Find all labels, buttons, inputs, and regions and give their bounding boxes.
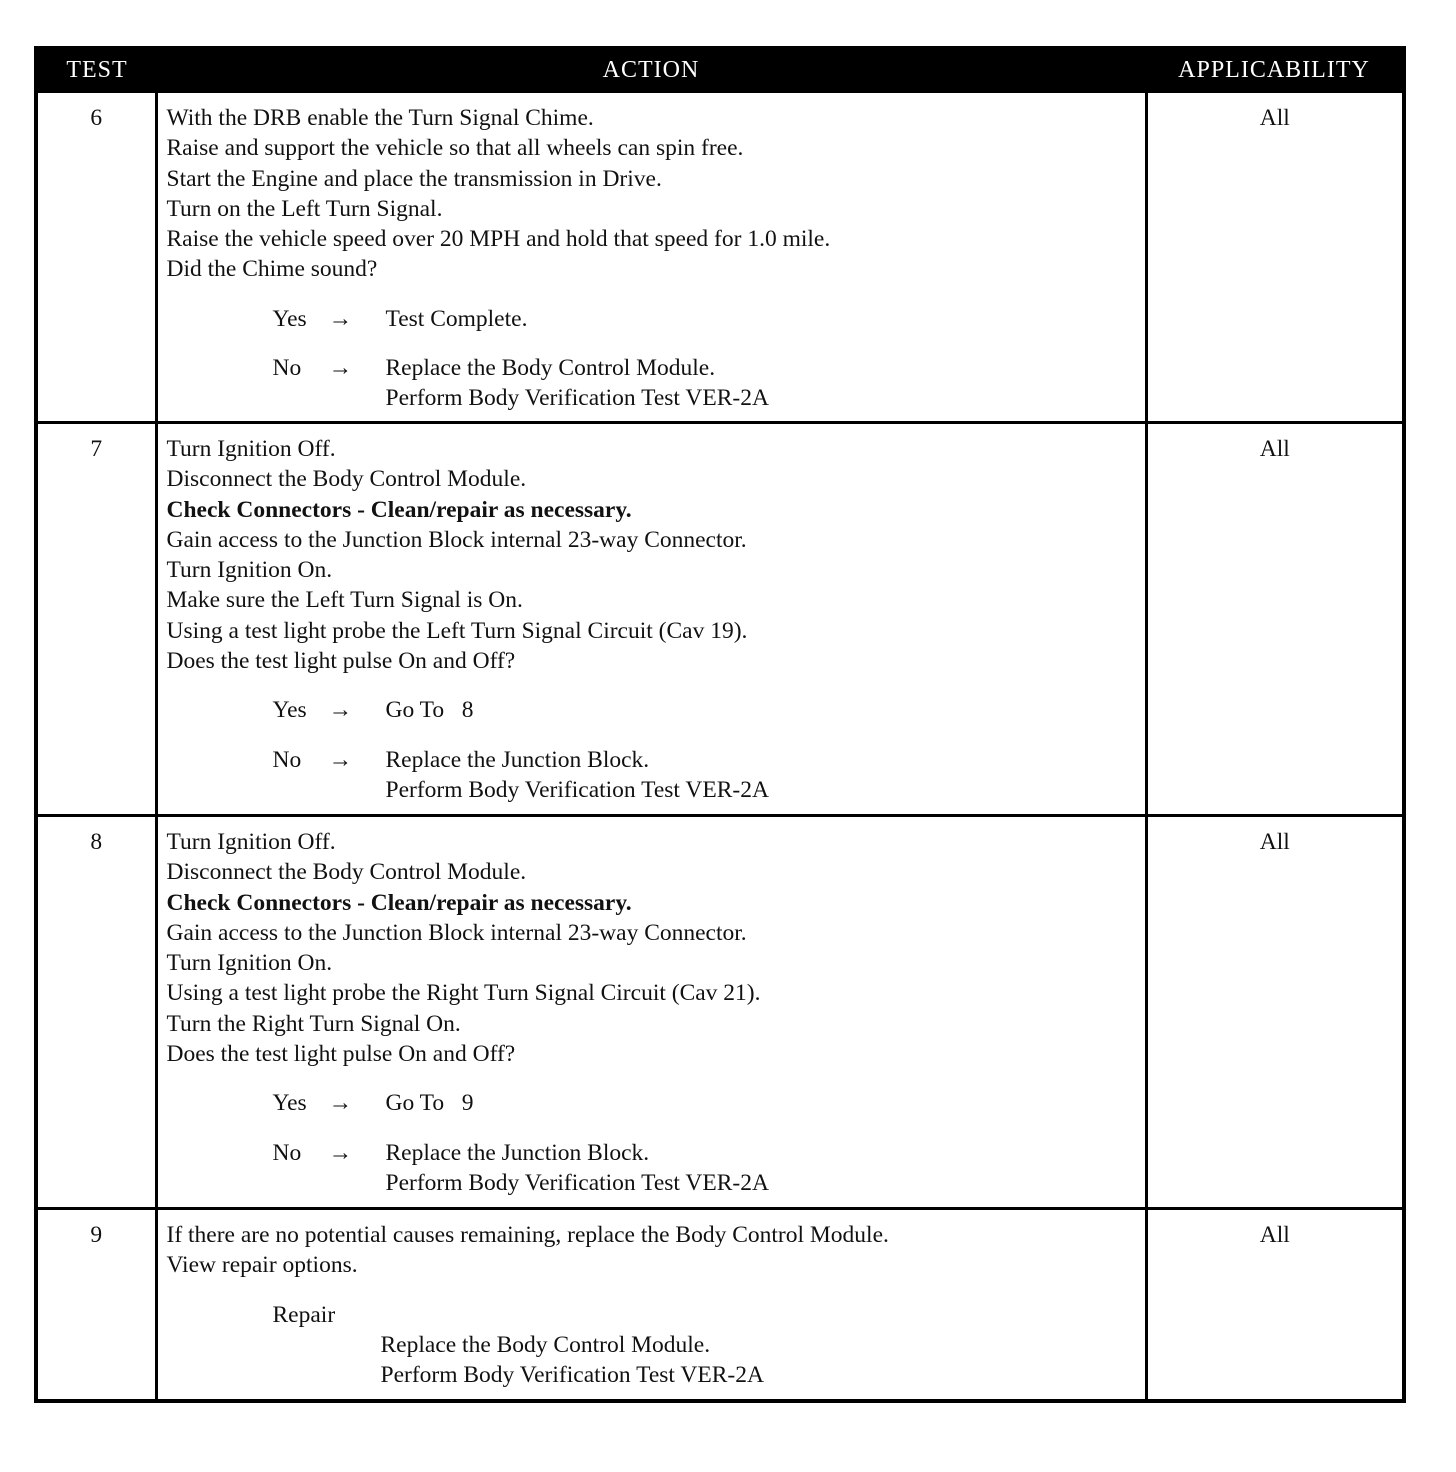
no-branch [273,353,1137,414]
yes-result: Test Complete. [385,305,528,332]
action-line: Disconnect the Body Control Module. [166,466,527,493]
applicability-value: All [1146,423,1404,816]
test-number: 7 [36,423,156,816]
action-line: Raise and support the vehicle so that all wheels can spin free. [166,135,744,162]
yes-label: Yes [272,697,307,724]
arrow-right-icon: → [328,697,352,724]
action-line-emphasis: Check Connectors - Clean/repair as necessary. [166,496,632,523]
test-row-8 [36,816,1404,1209]
applicability-value: All [1146,816,1404,1209]
repair-line: Perform Body Verification Test VER-2A [380,1362,764,1389]
test-row-6 [36,92,1404,423]
applicability-value: All [1146,92,1404,423]
action-line: Gain access to the Junction Block internal 23-way Connector. [166,526,747,553]
arrow-right-icon: → [328,305,352,332]
action-line: Does the test light pulse On and Off? [166,648,516,675]
diagnostic-test-table [34,46,1406,1403]
header-applicability: APPLICABILITY [1146,48,1404,92]
no-result: Replace the Body Control Module. [385,355,716,382]
action-line: Gain access to the Junction Block internal 23-way Connector. [166,919,747,946]
yes-label: Yes [272,305,307,332]
no-label: No [272,355,302,382]
arrow-right-icon: → [328,1139,352,1166]
no-result-verification: Perform Body Verification Test VER-2A [385,1169,769,1196]
action-line: Turn the Right Turn Signal On. [166,1010,461,1037]
header-action: ACTION [156,48,1146,92]
action-cell [156,1209,1146,1401]
action-line: Did the Chime sound? [166,256,378,283]
test-row-7 [36,423,1404,816]
action-cell [156,423,1146,816]
repair-label: Repair [272,1301,336,1328]
action-line: Disconnect the Body Control Module. [166,859,527,886]
action-line: Turn on the Left Turn Signal. [166,195,443,222]
action-line: Start the Engine and place the transmission in Drive. [166,165,662,192]
action-line: View repair options. [166,1252,358,1279]
no-label: No [272,1139,302,1166]
action-cell [156,816,1146,1209]
arrow-right-icon: → [328,746,352,773]
action-line: Turn Ignition On. [166,557,333,584]
action-line: Turn Ignition Off. [166,829,336,855]
no-result: Replace the Junction Block. [385,746,650,773]
yes-branch [273,304,1137,334]
arrow-right-icon: → [328,355,352,382]
yes-result: Go To 8 [385,697,474,724]
action-line: Turn Ignition Off. [166,436,336,462]
action-line: With the DRB enable the Turn Signal Chime. [166,105,594,131]
repair-block [273,1300,1137,1391]
action-line: Does the test light pulse On and Off? [166,1041,516,1068]
action-line: Raise the vehicle speed over 20 MPH and hold that speed for 1.0 mile. [166,226,831,253]
no-result: Replace the Junction Block. [385,1139,650,1166]
action-line-emphasis: Check Connectors - Clean/repair as necessary. [166,889,632,916]
yes-label: Yes [272,1090,307,1117]
no-result-verification: Perform Body Verification Test VER-2A [385,385,769,412]
arrow-right-icon: → [328,1090,352,1117]
test-number: 9 [36,1209,156,1401]
table-header-row [36,48,1404,92]
test-row-9 [36,1209,1404,1401]
action-line: Make sure the Left Turn Signal is On. [166,587,523,614]
applicability-value: All [1146,1209,1404,1401]
action-cell [156,92,1146,423]
yes-branch [273,1088,1137,1118]
action-line: Turn Ignition On. [166,950,333,977]
no-result-verification: Perform Body Verification Test VER-2A [385,776,769,803]
no-label: No [272,746,302,773]
header-test: TEST [36,48,156,92]
no-branch [273,1138,1137,1199]
test-number: 6 [36,92,156,423]
action-line: If there are no potential causes remaining, replace the Body Control Module. [166,1222,889,1248]
yes-branch [273,695,1137,725]
repair-line: Replace the Body Control Module. [380,1331,711,1358]
action-line: Using a test light probe the Left Turn Signal Circuit (Cav 19). [166,617,748,644]
yes-result: Go To 9 [385,1090,474,1117]
no-branch [273,745,1137,806]
action-line: Using a test light probe the Right Turn Signal Circuit (Cav 21). [166,980,761,1007]
test-number: 8 [36,816,156,1209]
